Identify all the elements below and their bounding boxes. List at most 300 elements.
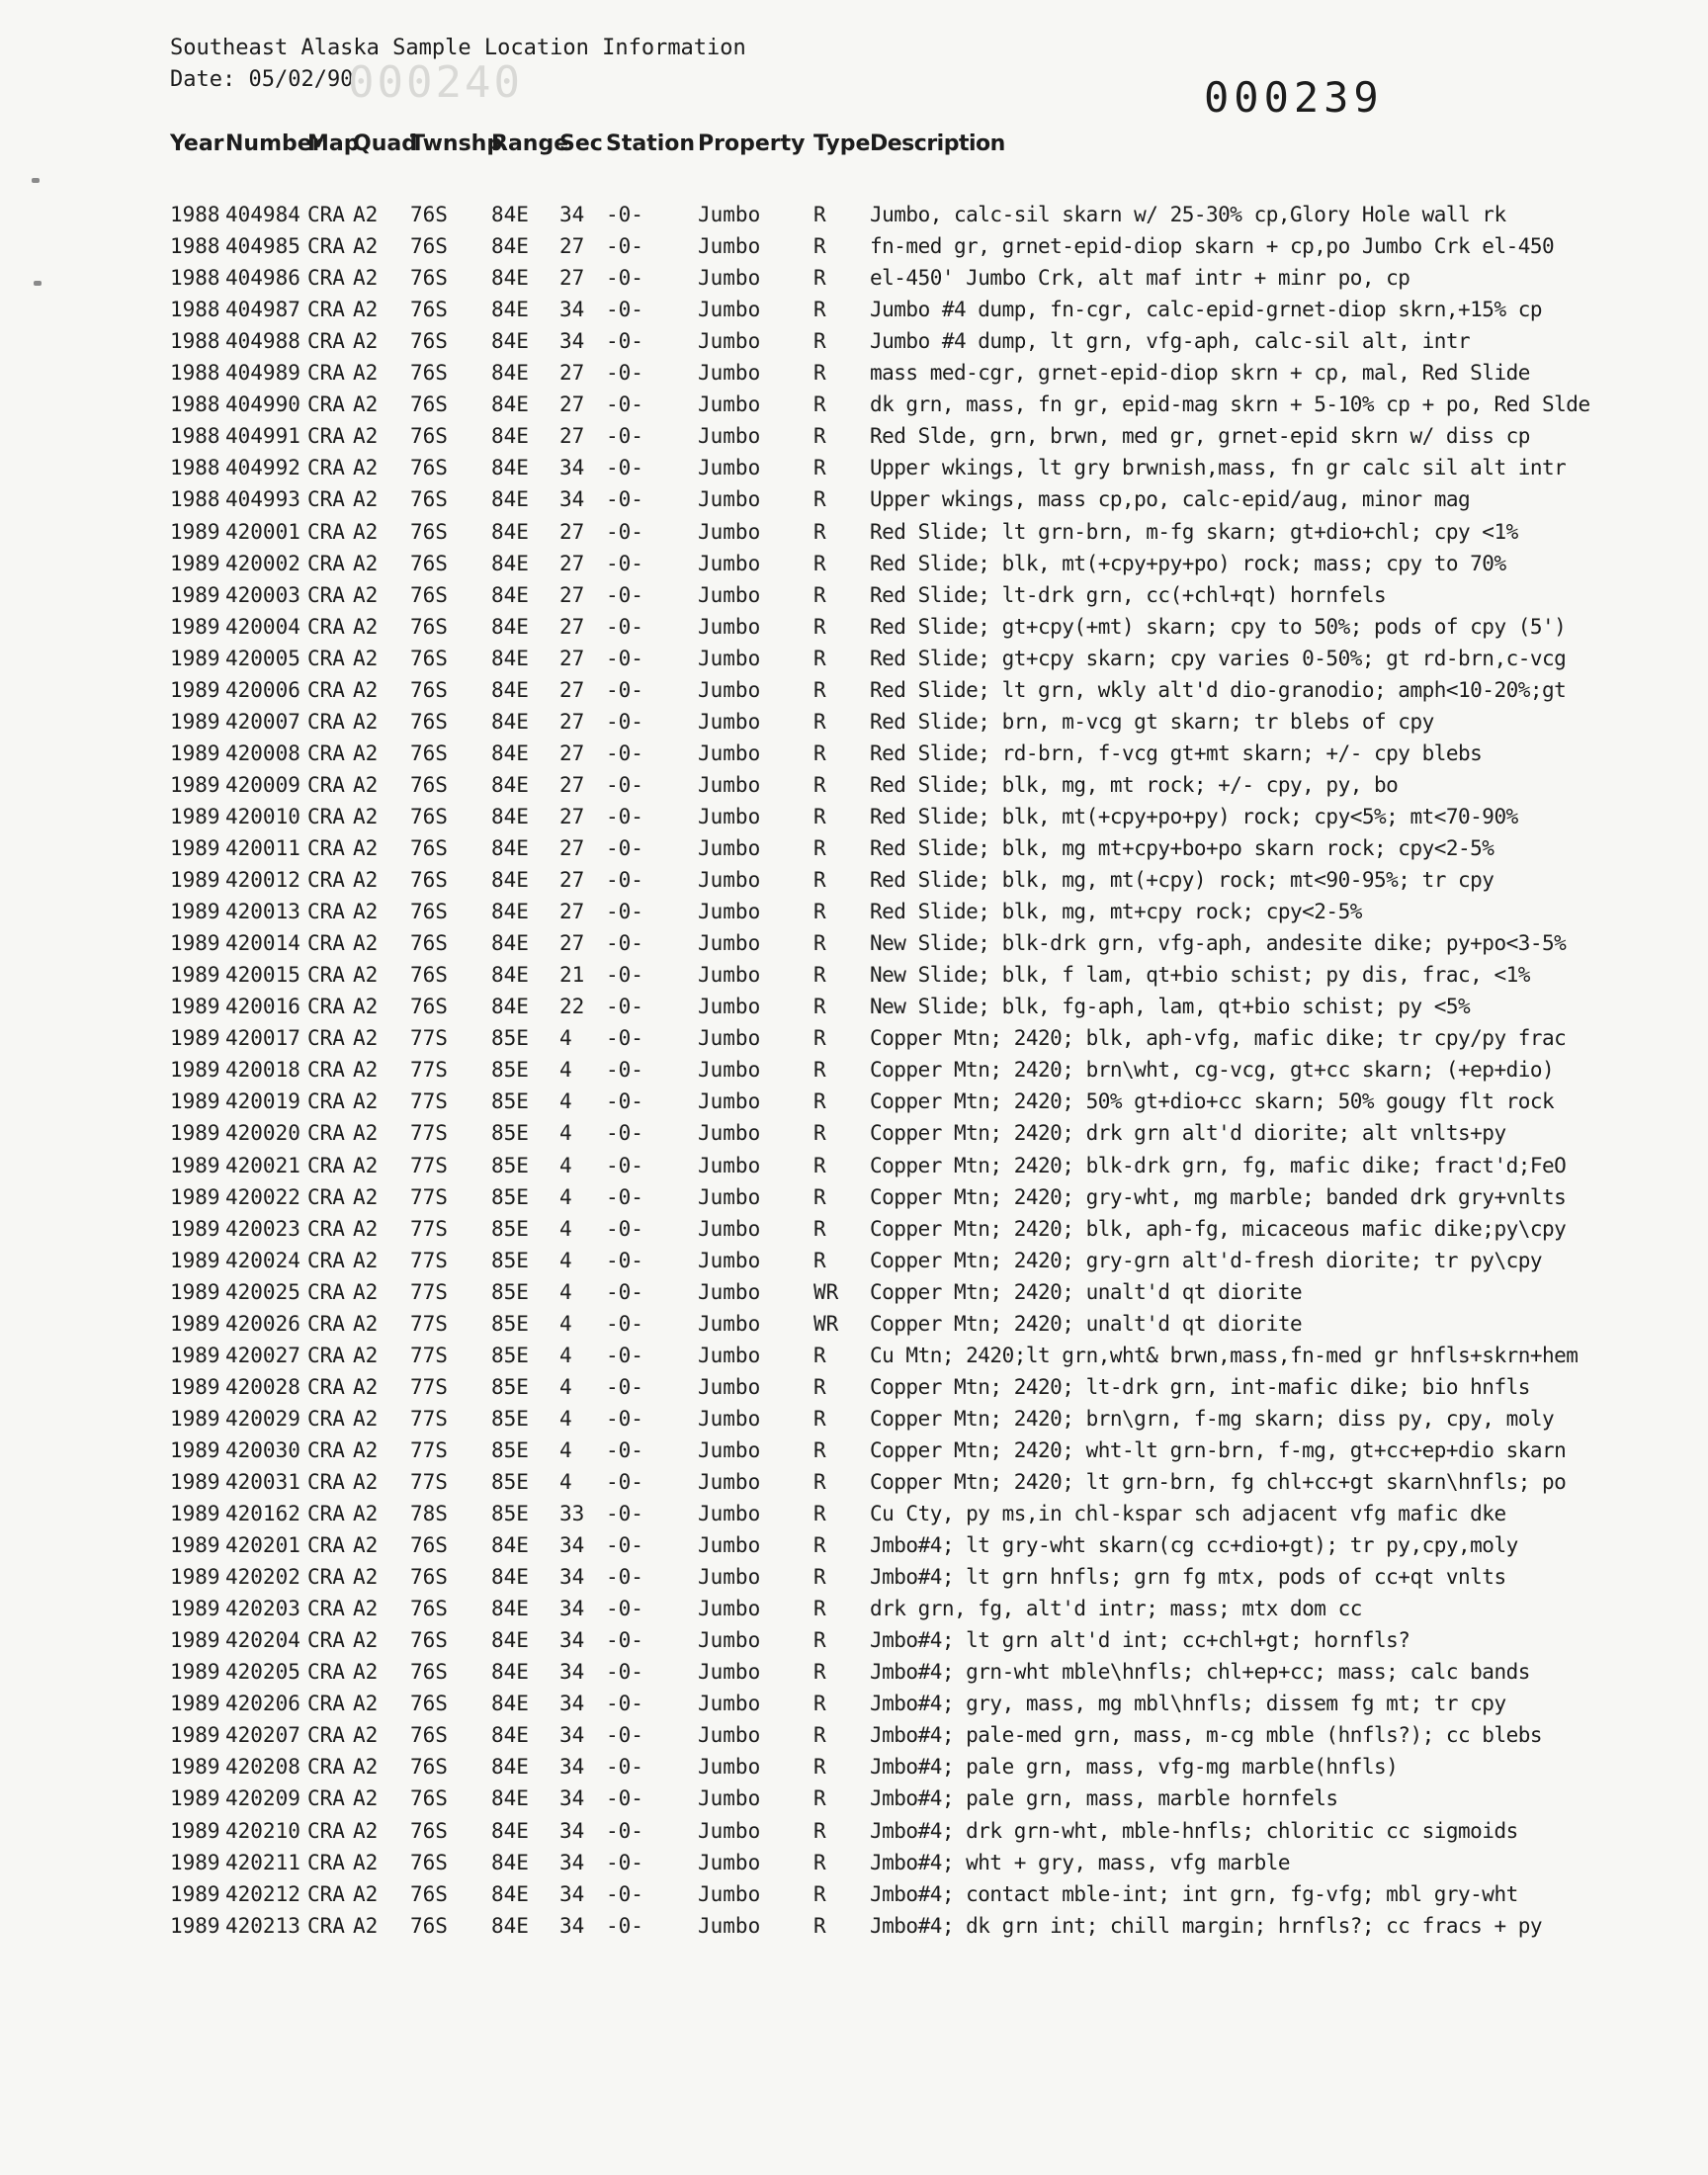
- cell-range: 84E: [491, 900, 529, 923]
- cell-station: -0-: [606, 1438, 643, 1462]
- table-row: [0, 1529, 1708, 1561]
- cell-station: -0-: [606, 741, 643, 765]
- cell-twnshp: 77S: [410, 1312, 448, 1336]
- cell-property: Jumbo: [698, 329, 761, 353]
- cell-property: Jumbo: [698, 1185, 761, 1209]
- cell-sec: 4: [559, 1470, 572, 1494]
- cell-range: 84E: [491, 424, 529, 448]
- table-row: [0, 389, 1708, 420]
- cell-station: -0-: [606, 963, 643, 987]
- cell-type: R: [813, 1407, 826, 1431]
- cell-description: Red Slide; blk, mt(+cpy+py+po) rock; mass; cpy to 70%: [870, 552, 1506, 575]
- cell-map: CRA: [307, 710, 345, 734]
- cell-number: 420030: [225, 1438, 300, 1462]
- cell-quad: A2: [353, 1249, 379, 1272]
- cell-map: CRA: [307, 234, 345, 258]
- cell-property: Jumbo: [698, 203, 761, 226]
- cell-range: 84E: [491, 615, 529, 639]
- cell-map: CRA: [307, 1407, 345, 1431]
- cell-description: Jmbo#4; lt grn alt'd int; cc+chl+gt; hornfls?: [870, 1628, 1410, 1652]
- cell-range: 84E: [491, 805, 529, 828]
- cell-year: 1989: [170, 615, 220, 639]
- cell-property: Jumbo: [698, 1914, 761, 1938]
- cell-year: 1989: [170, 647, 220, 670]
- cell-range: 85E: [491, 1280, 529, 1304]
- cell-property: Jumbo: [698, 1723, 761, 1747]
- cell-year: 1989: [170, 1217, 220, 1241]
- cell-number: 404992: [225, 456, 300, 479]
- cell-station: -0-: [606, 1565, 643, 1589]
- cell-range: 84E: [491, 361, 529, 385]
- cell-type: R: [813, 900, 826, 923]
- cell-property: Jumbo: [698, 424, 761, 448]
- cell-type: R: [813, 520, 826, 544]
- cell-quad: A2: [353, 836, 379, 860]
- cell-quad: A2: [353, 1089, 379, 1113]
- cell-station: -0-: [606, 805, 643, 828]
- cell-property: Jumbo: [698, 1438, 761, 1462]
- cell-property: Jumbo: [698, 1058, 761, 1082]
- cell-range: 85E: [491, 1121, 529, 1145]
- cell-sec: 27: [559, 392, 585, 416]
- cell-property: Jumbo: [698, 1502, 761, 1525]
- cell-number: 420012: [225, 868, 300, 892]
- cell-map: CRA: [307, 1692, 345, 1715]
- cell-type: R: [813, 266, 826, 290]
- cell-number: 420201: [225, 1533, 300, 1557]
- cell-property: Jumbo: [698, 1882, 761, 1906]
- col-header-station: Station: [606, 131, 696, 156]
- cell-quad: A2: [353, 424, 379, 448]
- table-row: [0, 1054, 1708, 1086]
- cell-map: CRA: [307, 583, 345, 607]
- cell-sec: 27: [559, 805, 585, 828]
- cell-map: CRA: [307, 1280, 345, 1304]
- cell-number: 420022: [225, 1185, 300, 1209]
- cell-property: Jumbo: [698, 836, 761, 860]
- cell-description: Jmbo#4; pale-med grn, mass, m-cg mble (hnfls?); cc blebs: [870, 1723, 1543, 1747]
- cell-station: -0-: [606, 836, 643, 860]
- cell-twnshp: 76S: [410, 805, 448, 828]
- cell-property: Jumbo: [698, 1533, 761, 1557]
- cell-map: CRA: [307, 995, 345, 1018]
- cell-number: 420016: [225, 995, 300, 1018]
- cell-type: R: [813, 1154, 826, 1177]
- cell-year: 1988: [170, 487, 220, 511]
- cell-number: 420203: [225, 1597, 300, 1620]
- cell-station: -0-: [606, 900, 643, 923]
- cell-description: Red Slide; brn, m-vcg gt skarn; tr blebs of cpy: [870, 710, 1434, 734]
- cell-quad: A2: [353, 678, 379, 702]
- cell-number: 420206: [225, 1692, 300, 1715]
- cell-twnshp: 76S: [410, 836, 448, 860]
- cell-twnshp: 77S: [410, 1470, 448, 1494]
- cell-property: Jumbo: [698, 266, 761, 290]
- cell-year: 1989: [170, 1154, 220, 1177]
- cell-twnshp: 76S: [410, 361, 448, 385]
- cell-range: 84E: [491, 963, 529, 987]
- cell-year: 1989: [170, 1628, 220, 1652]
- cell-number: 420029: [225, 1407, 300, 1431]
- cell-property: Jumbo: [698, 1375, 761, 1399]
- cell-sec: 4: [559, 1375, 572, 1399]
- cell-type: R: [813, 1089, 826, 1113]
- cell-range: 85E: [491, 1407, 529, 1431]
- cell-station: -0-: [606, 1217, 643, 1241]
- cell-quad: A2: [353, 1058, 379, 1082]
- cell-type: R: [813, 1786, 826, 1810]
- cell-quad: A2: [353, 1502, 379, 1525]
- cell-description: Jumbo #4 dump, fn-cgr, calc-epid-grnet-diop skrn,+15% cp: [870, 298, 1543, 321]
- cell-quad: A2: [353, 1533, 379, 1557]
- cell-year: 1989: [170, 1882, 220, 1906]
- table-row: [0, 1656, 1708, 1688]
- cell-quad: A2: [353, 1121, 379, 1145]
- cell-station: -0-: [606, 1533, 643, 1557]
- table-row: [0, 1688, 1708, 1719]
- cell-sec: 4: [559, 1217, 572, 1241]
- cell-description: New Slide; blk, fg-aph, lam, qt+bio schist; py <5%: [870, 995, 1471, 1018]
- cell-number: 420014: [225, 931, 300, 955]
- cell-map: CRA: [307, 1786, 345, 1810]
- cell-sec: 27: [559, 710, 585, 734]
- cell-sec: 34: [559, 487, 585, 511]
- cell-sec: 34: [559, 203, 585, 226]
- cell-station: -0-: [606, 678, 643, 702]
- cell-sec: 34: [559, 1755, 585, 1779]
- cell-station: -0-: [606, 995, 643, 1018]
- cell-property: Jumbo: [698, 1121, 761, 1145]
- cell-sec: 34: [559, 1660, 585, 1684]
- cell-type: R: [813, 1755, 826, 1779]
- cell-year: 1989: [170, 995, 220, 1018]
- cell-year: 1989: [170, 963, 220, 987]
- cell-range: 84E: [491, 1914, 529, 1938]
- cell-type: R: [813, 678, 826, 702]
- cell-description: Copper Mtn; 2420; brn\grn, f-mg skarn; diss py, cpy, moly: [870, 1407, 1555, 1431]
- cell-type: R: [813, 1185, 826, 1209]
- cell-quad: A2: [353, 1407, 379, 1431]
- cell-number: 420213: [225, 1914, 300, 1938]
- cell-map: CRA: [307, 424, 345, 448]
- table-row: [0, 516, 1708, 548]
- cell-map: CRA: [307, 647, 345, 670]
- cell-property: Jumbo: [698, 1819, 761, 1843]
- cell-number: 420018: [225, 1058, 300, 1082]
- cell-twnshp: 76S: [410, 329, 448, 353]
- cell-range: 84E: [491, 931, 529, 955]
- cell-property: Jumbo: [698, 1660, 761, 1684]
- cell-quad: A2: [353, 1819, 379, 1843]
- cell-station: -0-: [606, 1692, 643, 1715]
- cell-twnshp: 76S: [410, 234, 448, 258]
- cell-description: Red Slide; gt+cpy(+mt) skarn; cpy to 50%; pods of cpy (5'): [870, 615, 1567, 639]
- cell-type: R: [813, 203, 826, 226]
- cell-station: -0-: [606, 329, 643, 353]
- cell-number: 420015: [225, 963, 300, 987]
- cell-year: 1988: [170, 329, 220, 353]
- cell-sec: 34: [559, 329, 585, 353]
- cell-number: 420205: [225, 1660, 300, 1684]
- col-header-type: Type: [813, 131, 871, 156]
- cell-number: 420028: [225, 1375, 300, 1399]
- table-row: [0, 325, 1708, 357]
- cell-number: 420017: [225, 1026, 300, 1050]
- cell-description: Jmbo#4; contact mble-int; int grn, fg-vfg; mbl gry-wht: [870, 1882, 1518, 1906]
- cell-quad: A2: [353, 773, 379, 797]
- cell-description: New Slide; blk, f lam, qt+bio schist; py dis, frac, <1%: [870, 963, 1530, 987]
- cell-number: 420024: [225, 1249, 300, 1272]
- cell-year: 1989: [170, 1502, 220, 1525]
- cell-map: CRA: [307, 1375, 345, 1399]
- cell-description: Jmbo#4; pale grn, mass, marble hornfels: [870, 1786, 1338, 1810]
- cell-twnshp: 76S: [410, 710, 448, 734]
- cell-sec: 4: [559, 1280, 572, 1304]
- cell-property: Jumbo: [698, 1755, 761, 1779]
- cell-map: CRA: [307, 552, 345, 575]
- cell-year: 1989: [170, 678, 220, 702]
- cell-quad: A2: [353, 298, 379, 321]
- cell-station: -0-: [606, 1344, 643, 1367]
- cell-description: Copper Mtn; 2420; gry-grn alt'd-fresh diorite; tr py\cpy: [870, 1249, 1543, 1272]
- table-row: [0, 1276, 1708, 1308]
- cell-year: 1989: [170, 1660, 220, 1684]
- col-header-year: Year: [170, 131, 224, 156]
- cell-map: CRA: [307, 1312, 345, 1336]
- cell-twnshp: 76S: [410, 552, 448, 575]
- cell-quad: A2: [353, 1280, 379, 1304]
- cell-map: CRA: [307, 836, 345, 860]
- cell-year: 1989: [170, 836, 220, 860]
- cell-description: Copper Mtn; 2420; lt grn-brn, fg chl+cc+gt skarn\hnfls; po: [870, 1470, 1567, 1494]
- table-row: [0, 1561, 1708, 1593]
- cell-sec: 4: [559, 1185, 572, 1209]
- cell-type: R: [813, 963, 826, 987]
- cell-map: CRA: [307, 1344, 345, 1367]
- cell-property: Jumbo: [698, 583, 761, 607]
- cell-number: 404986: [225, 266, 300, 290]
- cell-twnshp: 76S: [410, 1786, 448, 1810]
- cell-sec: 4: [559, 1058, 572, 1082]
- cell-map: CRA: [307, 1755, 345, 1779]
- cell-type: R: [813, 1819, 826, 1843]
- cell-type: R: [813, 552, 826, 575]
- cell-sec: 4: [559, 1026, 572, 1050]
- cell-property: Jumbo: [698, 1344, 761, 1367]
- cell-year: 1989: [170, 1533, 220, 1557]
- cell-type: WR: [813, 1280, 839, 1304]
- cell-sec: 34: [559, 1565, 585, 1589]
- cell-quad: A2: [353, 1154, 379, 1177]
- cell-quad: A2: [353, 392, 379, 416]
- cell-number: 420021: [225, 1154, 300, 1177]
- cell-range: 85E: [491, 1438, 529, 1462]
- cell-year: 1989: [170, 1185, 220, 1209]
- cell-station: -0-: [606, 1502, 643, 1525]
- cell-year: 1989: [170, 1470, 220, 1494]
- table-row: [0, 1117, 1708, 1149]
- cell-twnshp: 77S: [410, 1375, 448, 1399]
- cell-twnshp: 78S: [410, 1502, 448, 1525]
- cell-sec: 4: [559, 1312, 572, 1336]
- cell-number: 404989: [225, 361, 300, 385]
- cell-description: Red Slide; blk, mg, mt+cpy rock; cpy<2-5%: [870, 900, 1362, 923]
- cell-description: New Slide; blk-drk grn, vfg-aph, andesite dike; py+po<3-5%: [870, 931, 1567, 955]
- cell-description: Jmbo#4; lt grn hnfls; grn fg mtx, pods of cc+qt vnlts: [870, 1565, 1506, 1589]
- cell-type: R: [813, 647, 826, 670]
- cell-twnshp: 77S: [410, 1154, 448, 1177]
- cell-type: R: [813, 1249, 826, 1272]
- cell-property: Jumbo: [698, 1407, 761, 1431]
- cell-description: Jmbo#4; drk grn-wht, mble-hnfls; chloritic cc sigmoids: [870, 1819, 1518, 1843]
- cell-map: CRA: [307, 805, 345, 828]
- cell-number: 420025: [225, 1280, 300, 1304]
- table-row: [0, 927, 1708, 959]
- cell-sec: 4: [559, 1089, 572, 1113]
- cell-station: -0-: [606, 456, 643, 479]
- col-header-description: Description: [870, 131, 1005, 156]
- cell-quad: A2: [353, 1786, 379, 1810]
- cell-year: 1989: [170, 868, 220, 892]
- cell-range: 85E: [491, 1502, 529, 1525]
- cell-type: R: [813, 456, 826, 479]
- cell-property: Jumbo: [698, 392, 761, 416]
- cell-station: -0-: [606, 1755, 643, 1779]
- cell-description: Red Slide; blk, mg, mt(+cpy) rock; mt<90-95%; tr cpy: [870, 868, 1494, 892]
- cell-type: WR: [813, 1312, 839, 1336]
- cell-sec: 4: [559, 1344, 572, 1367]
- cell-twnshp: 76S: [410, 963, 448, 987]
- cell-sec: 4: [559, 1249, 572, 1272]
- cell-station: -0-: [606, 1723, 643, 1747]
- cell-year: 1989: [170, 1312, 220, 1336]
- cell-number: 420013: [225, 900, 300, 923]
- cell-twnshp: 76S: [410, 203, 448, 226]
- cell-twnshp: 77S: [410, 1121, 448, 1145]
- cell-station: -0-: [606, 1851, 643, 1874]
- cell-type: R: [813, 234, 826, 258]
- cell-sec: 27: [559, 900, 585, 923]
- cell-year: 1988: [170, 298, 220, 321]
- cell-year: 1989: [170, 552, 220, 575]
- cell-sec: 33: [559, 1502, 585, 1525]
- cell-year: 1989: [170, 741, 220, 765]
- cell-type: R: [813, 583, 826, 607]
- cell-twnshp: 76S: [410, 1914, 448, 1938]
- cell-quad: A2: [353, 552, 379, 575]
- cell-map: CRA: [307, 741, 345, 765]
- cell-quad: A2: [353, 1597, 379, 1620]
- cell-twnshp: 76S: [410, 1660, 448, 1684]
- table-row: [0, 1371, 1708, 1403]
- cell-year: 1989: [170, 1438, 220, 1462]
- cell-sec: 27: [559, 424, 585, 448]
- cell-twnshp: 76S: [410, 647, 448, 670]
- cell-description: Red Slde, grn, brwn, med gr, grnet-epid skrn w/ diss cp: [870, 424, 1530, 448]
- cell-year: 1988: [170, 456, 220, 479]
- cell-year: 1989: [170, 1089, 220, 1113]
- cell-description: Jmbo#4; grn-wht mble\hnfls; chl+ep+cc; mass; calc bands: [870, 1660, 1530, 1684]
- cell-year: 1989: [170, 1280, 220, 1304]
- cell-property: Jumbo: [698, 1089, 761, 1113]
- cell-station: -0-: [606, 1470, 643, 1494]
- cell-number: 404985: [225, 234, 300, 258]
- cell-year: 1989: [170, 1723, 220, 1747]
- table-row: [0, 959, 1708, 991]
- cell-map: CRA: [307, 1502, 345, 1525]
- cell-property: Jumbo: [698, 361, 761, 385]
- table-row: [0, 1086, 1708, 1117]
- cell-quad: A2: [353, 741, 379, 765]
- cell-map: CRA: [307, 868, 345, 892]
- cell-range: 84E: [491, 298, 529, 321]
- cell-type: R: [813, 773, 826, 797]
- cell-station: -0-: [606, 520, 643, 544]
- cell-map: CRA: [307, 1470, 345, 1494]
- cell-station: -0-: [606, 234, 643, 258]
- cell-range: 84E: [491, 741, 529, 765]
- cell-property: Jumbo: [698, 552, 761, 575]
- cell-station: -0-: [606, 203, 643, 226]
- cell-description: Upper wkings, mass cp,po, calc-epid/aug, minor mag: [870, 487, 1471, 511]
- cell-number: 420204: [225, 1628, 300, 1652]
- cell-type: R: [813, 1344, 826, 1367]
- cell-property: Jumbo: [698, 487, 761, 511]
- cell-sec: 4: [559, 1154, 572, 1177]
- cell-twnshp: 76S: [410, 392, 448, 416]
- cell-station: -0-: [606, 487, 643, 511]
- cell-twnshp: 77S: [410, 1344, 448, 1367]
- cell-year: 1989: [170, 583, 220, 607]
- table-row: [0, 832, 1708, 864]
- cell-quad: A2: [353, 487, 379, 511]
- cell-station: -0-: [606, 392, 643, 416]
- cell-description: Copper Mtn; 2420; unalt'd qt diorite: [870, 1312, 1303, 1336]
- cell-quad: A2: [353, 1882, 379, 1906]
- cell-sec: 34: [559, 1692, 585, 1715]
- cell-twnshp: 77S: [410, 1185, 448, 1209]
- cell-type: R: [813, 1914, 826, 1938]
- cell-description: Red Slide; lt-drk grn, cc(+chl+qt) hornfels: [870, 583, 1387, 607]
- cell-property: Jumbo: [698, 1154, 761, 1177]
- cell-range: 84E: [491, 1723, 529, 1747]
- cell-year: 1989: [170, 1565, 220, 1589]
- cell-year: 1988: [170, 234, 220, 258]
- cell-station: -0-: [606, 868, 643, 892]
- cell-type: R: [813, 1375, 826, 1399]
- cell-map: CRA: [307, 1597, 345, 1620]
- cell-station: -0-: [606, 1660, 643, 1684]
- cell-station: -0-: [606, 1375, 643, 1399]
- cell-quad: A2: [353, 1344, 379, 1367]
- cell-station: -0-: [606, 1407, 643, 1431]
- cell-station: -0-: [606, 1121, 643, 1145]
- cell-map: CRA: [307, 298, 345, 321]
- cell-quad: A2: [353, 1470, 379, 1494]
- cell-station: -0-: [606, 647, 643, 670]
- cell-station: -0-: [606, 1280, 643, 1304]
- cell-quad: A2: [353, 1185, 379, 1209]
- cell-range: 84E: [491, 552, 529, 575]
- cell-twnshp: 76S: [410, 1565, 448, 1589]
- cell-twnshp: 76S: [410, 773, 448, 797]
- cell-map: CRA: [307, 931, 345, 955]
- cell-number: 404991: [225, 424, 300, 448]
- cell-property: Jumbo: [698, 1628, 761, 1652]
- cell-description: Jumbo #4 dump, lt grn, vfg-aph, calc-sil alt, intr: [870, 329, 1471, 353]
- cell-quad: A2: [353, 900, 379, 923]
- cell-sec: 34: [559, 1882, 585, 1906]
